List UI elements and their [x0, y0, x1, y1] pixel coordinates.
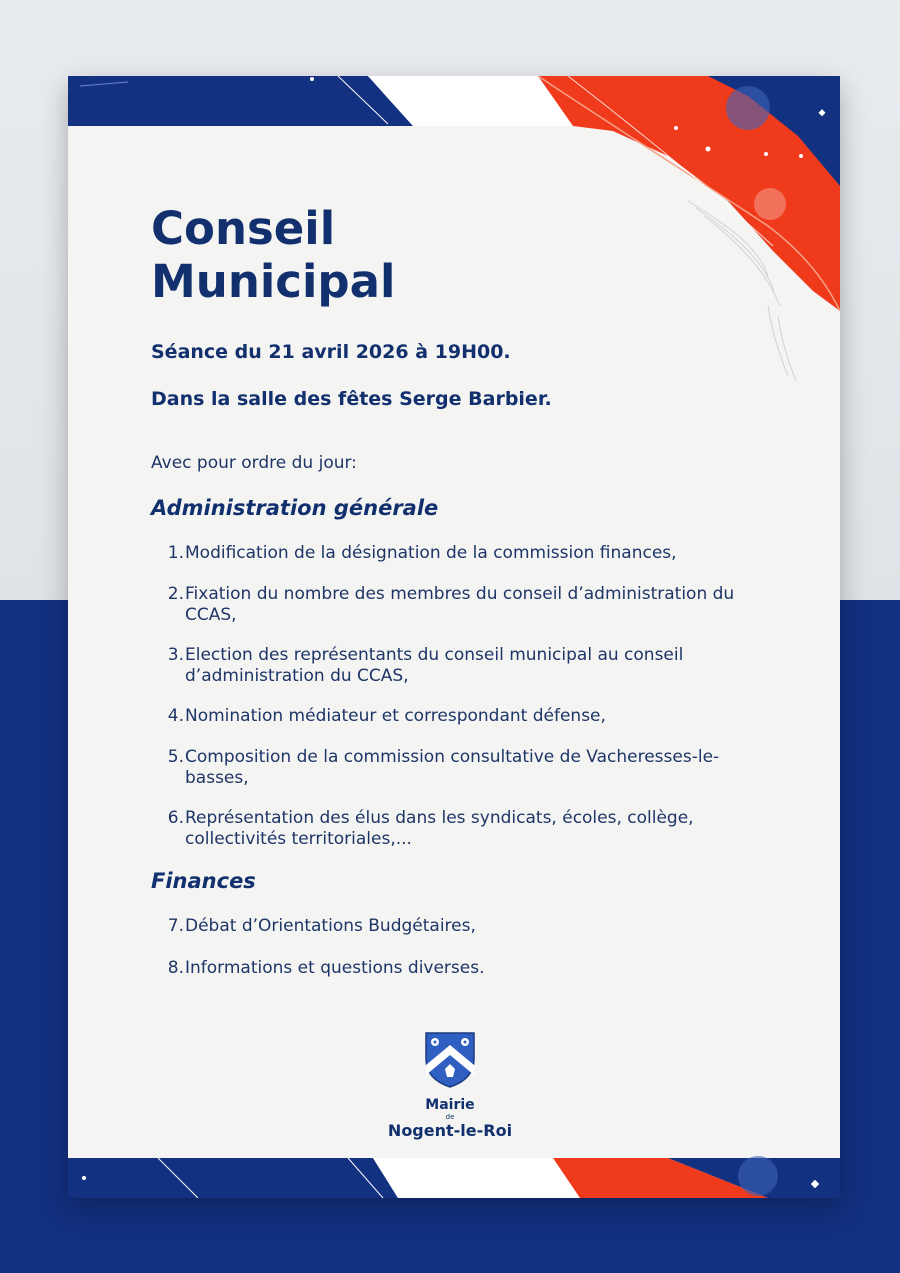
agenda-item: [164, 958, 760, 979]
agenda-item-number: 1.: [167, 543, 184, 563]
session-date: Séance du 21 avril 2026 à 19H00.: [151, 341, 511, 363]
section-heading-finances: Finances: [151, 869, 256, 893]
logo-line-de: de: [445, 1113, 455, 1121]
town-hall-logo: [350, 1031, 550, 1151]
agenda-item-number: 7.: [167, 916, 184, 936]
page-title: Conseil Municipal: [151, 202, 396, 308]
agenda-item-text: Composition de la commission consultative de Vacheresses-le-basses,: [185, 747, 720, 788]
agenda-item-text: Informations et questions diverses.: [185, 958, 485, 978]
agenda-item-number: 3.: [167, 645, 184, 665]
logo-line-town: Nogent-le-Roi: [387, 1121, 513, 1140]
poster-content: [68, 76, 840, 1198]
logo-line-mairie: Mairie: [425, 1097, 475, 1113]
agenda-item-number: 6.: [167, 808, 184, 828]
poster: [68, 76, 840, 1198]
agenda-item-text: Représentation des élus dans les syndicats, écoles, collège, collectivités territoriales,...: [185, 808, 694, 849]
section-heading-administration: Administration générale: [151, 496, 439, 520]
agenda-item-number: 5.: [167, 747, 184, 767]
agenda-item-text: Fixation du nombre des membres du conseil d’administration du CCAS,: [185, 584, 735, 625]
agenda-item-number: 8.: [167, 958, 184, 978]
agenda-item-number: 4.: [167, 706, 184, 726]
agenda-item-number: 2.: [167, 584, 184, 604]
coat-of-arms-icon: [424, 1031, 476, 1089]
agenda-item: [164, 916, 760, 937]
agenda-item: [164, 747, 760, 789]
agenda-item: [164, 645, 760, 687]
session-venue: Dans la salle des fêtes Serge Barbier.: [151, 388, 552, 410]
agenda-item-text: Débat d’Orientations Budgétaires,: [185, 916, 476, 936]
agenda-item-text: Modification de la désignation de la commission finances,: [185, 543, 677, 563]
agenda-item: [164, 706, 760, 727]
agenda-item: [164, 808, 760, 850]
agenda-item-text: Nomination médiateur et correspondant défense,: [185, 706, 606, 726]
agenda-item: [164, 584, 760, 626]
agenda-item-text: Election des représentants du conseil municipal au conseil d’administration du CCAS,: [185, 645, 684, 686]
agenda-intro: Avec pour ordre du jour:: [151, 453, 357, 473]
agenda-item: [164, 543, 760, 564]
